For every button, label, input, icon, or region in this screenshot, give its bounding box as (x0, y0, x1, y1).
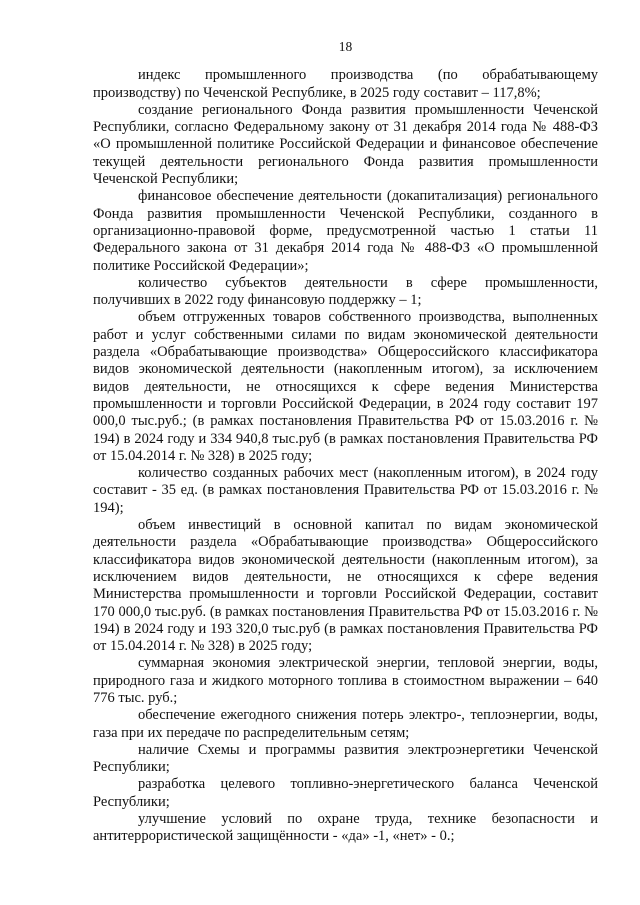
paragraph-fund-capitalization: финансовое обеспечение деятельности (докапитализация) регионального Фонда развития промышленности Чеченской Республики, созданного в организационно-правовой форме, предусмотренной частью 1 статьи 11 Федерального закона от 31 декабря 2014 года № 488-ФЗ «О промышленной политике Российской Федерации»; (93, 188, 598, 274)
paragraph-loss-reduction: обеспечение ежегодного снижения потерь электро-, теплоэнергии, воды, газа при их передаче по распределительным сетям; (93, 707, 598, 741)
paragraph-industrial-index: индекс промышленного производства (по обрабатывающему производству) по Чеченской Республике, в 2025 году составит – 117,8%; (93, 67, 598, 101)
paragraph-jobs-created: количество созданных рабочих мест (накопленным итогом), в 2024 году составит - 35 ед. (в рамках постановления Правительства РФ от 15.03.2016 г. № 194); (93, 465, 598, 516)
paragraph-fund-creation: создание регионального Фонда развития промышленности Чеченской Республики, согласно Федеральному закону от 31 декабря 2014 года № 488-ФЗ «О промышленной политике Российской Федерации и финансовое обеспечение текущей деятельности регионального Фонда развития промышленности Чеченской Республики; (93, 101, 598, 188)
paragraph-power-scheme: наличие Схемы и программы развития электроэнергетики Чеченской Республики; (93, 741, 598, 776)
document-body (93, 67, 598, 845)
page-number: 18 (338, 39, 353, 54)
paragraph-energy-savings: суммарная экономия электрической энергии, тепловой энергии, воды, природного газа и жидкого моторного топлива в стоимостном выражении – 640 776 тыс. руб.; (93, 655, 598, 706)
paragraph-supported-subjects: количество субъектов деятельности в сфере промышленности, получивших в 2022 году финансовую поддержку – 1; (93, 274, 598, 309)
paragraph-shipped-goods-volume: объем отгруженных товаров собственного производства, выполненных работ и услуг собственными силами по видам экономической деятельности раздела «Обрабатывающие производства» Общероссийского классификатора видов экономической деятельности (накопленным итогом), за исключением видов деятельности, не относящихся к сфере ведения Министерства промышленности и торговли Российской Федерации, в 2024 году составит 197 000,0 тыс.руб.; (в рамках постановления Правительства РФ от 15.03.2016 г. № 194) в 2024 году и 334 940,8 тыс.руб (в рамках постановления Правительства РФ от 15.04.2014 г. № 328) в 2025 году; (93, 309, 598, 464)
paragraph-investment-volume: объем инвестиций в основной капитал по видам экономической деятельности раздела «Обрабатывающие производства» Общероссийского классификатора видов экономической деятельности (накопленным итогом), за исключением видов деятельности, не относящихся к сфере ведения Министерства промышленности и торговли Российской Федерации, составит 170 000,0 тыс.руб. (в рамках постановления Правительства РФ от 15.03.2016 г. № 194) в 2024 году и 193 320,0 тыс.руб (в рамках постановления Правительства РФ от 15.04.2014 г. № 328) в 2025 году; (93, 517, 598, 655)
paragraph-fuel-energy-balance: разработка целевого топливно-энергетического баланса Чеченской Республики; (93, 776, 598, 810)
paragraph-labor-safety: улучшение условий по охране труда, технике безопасности и антитеррористической защищённости - «да» -1, «нет» - 0.; (93, 811, 598, 845)
